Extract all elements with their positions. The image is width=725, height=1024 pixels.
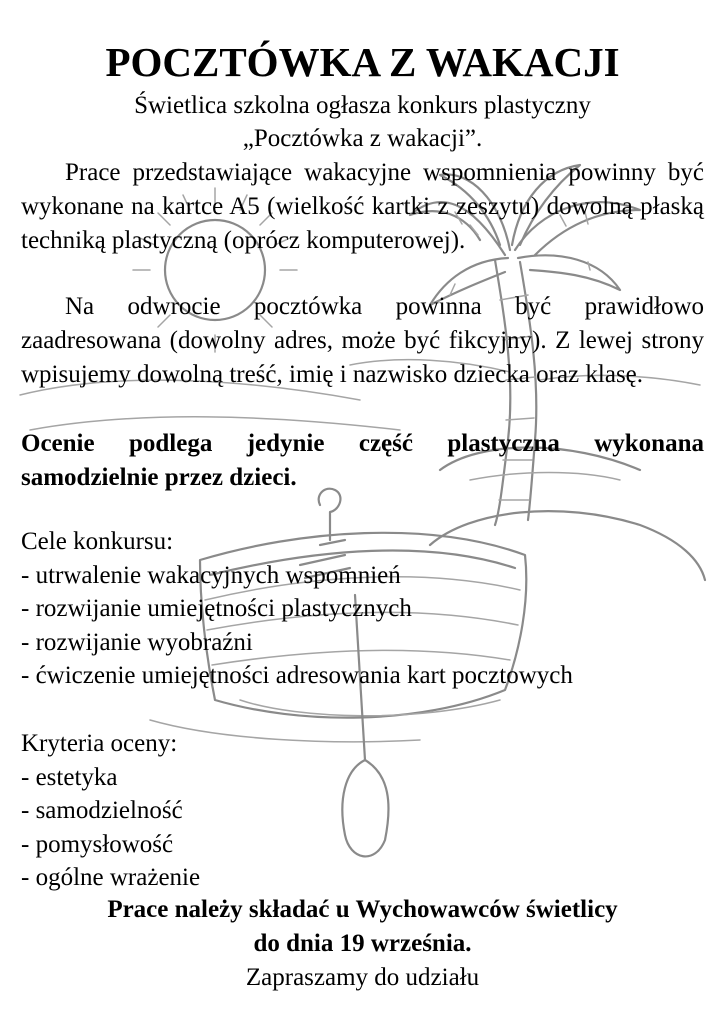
paragraph-format: Prace przedstawiające wakacyjne wspomnienia powinny być wykonane na kartce A5 (wielkość kartki z zeszytu) dowolną płaską techniką plastyczną (oprócz komputerowej). bbox=[21, 159, 704, 254]
poster-title: POCZTÓWKA Z WAKACJI bbox=[105, 39, 620, 85]
intro-line-2: „Pocztówka z wakacji”. bbox=[242, 125, 483, 152]
goals-heading: Cele konkursu: bbox=[21, 528, 174, 555]
list-item: - samodzielność bbox=[21, 797, 183, 824]
criteria-list bbox=[21, 761, 711, 895]
intro-line-1: Świetlica szkolna ogłasza konkurs plastyczny bbox=[134, 92, 591, 119]
list-item: - pomysłowość bbox=[21, 830, 174, 858]
list-item: - rozwijanie umiejętności plastycznych bbox=[21, 595, 412, 622]
criteria-heading: Kryteria oceny: bbox=[21, 730, 178, 757]
list-item: - ćwiczenie umiejętności adresowania kart pocztowych bbox=[21, 662, 573, 689]
submission-line-1: Prace należy składać u Wychowawców świetlicy bbox=[107, 896, 618, 923]
goals-list bbox=[21, 559, 711, 693]
judging-note: Ocenie podlega jedynie część plastyczna wykonana samodzielnie przez dzieci. bbox=[21, 430, 704, 491]
list-item: - utrwalenie wakacyjnych wspomnień bbox=[21, 561, 401, 589]
invitation: Zapraszamy do udziału bbox=[245, 964, 480, 991]
list-item: - estetyka bbox=[21, 763, 118, 791]
criteria-section bbox=[21, 727, 711, 895]
goals-section bbox=[21, 525, 711, 693]
list-item: - rozwijanie wyobraźni bbox=[21, 628, 253, 656]
submission-deadline: do dnia 19 września. bbox=[253, 930, 472, 957]
list-item: - ogólne wrażenie bbox=[21, 864, 201, 891]
paragraph-address: Na odwrocie pocztówka powinna być prawidłowo zaadresowana (dowolny adres, może być fikcyjny). Z lewej strony wpisujemy dowolną treść, imię i nazwisko dziecka oraz klasę. bbox=[21, 293, 704, 388]
